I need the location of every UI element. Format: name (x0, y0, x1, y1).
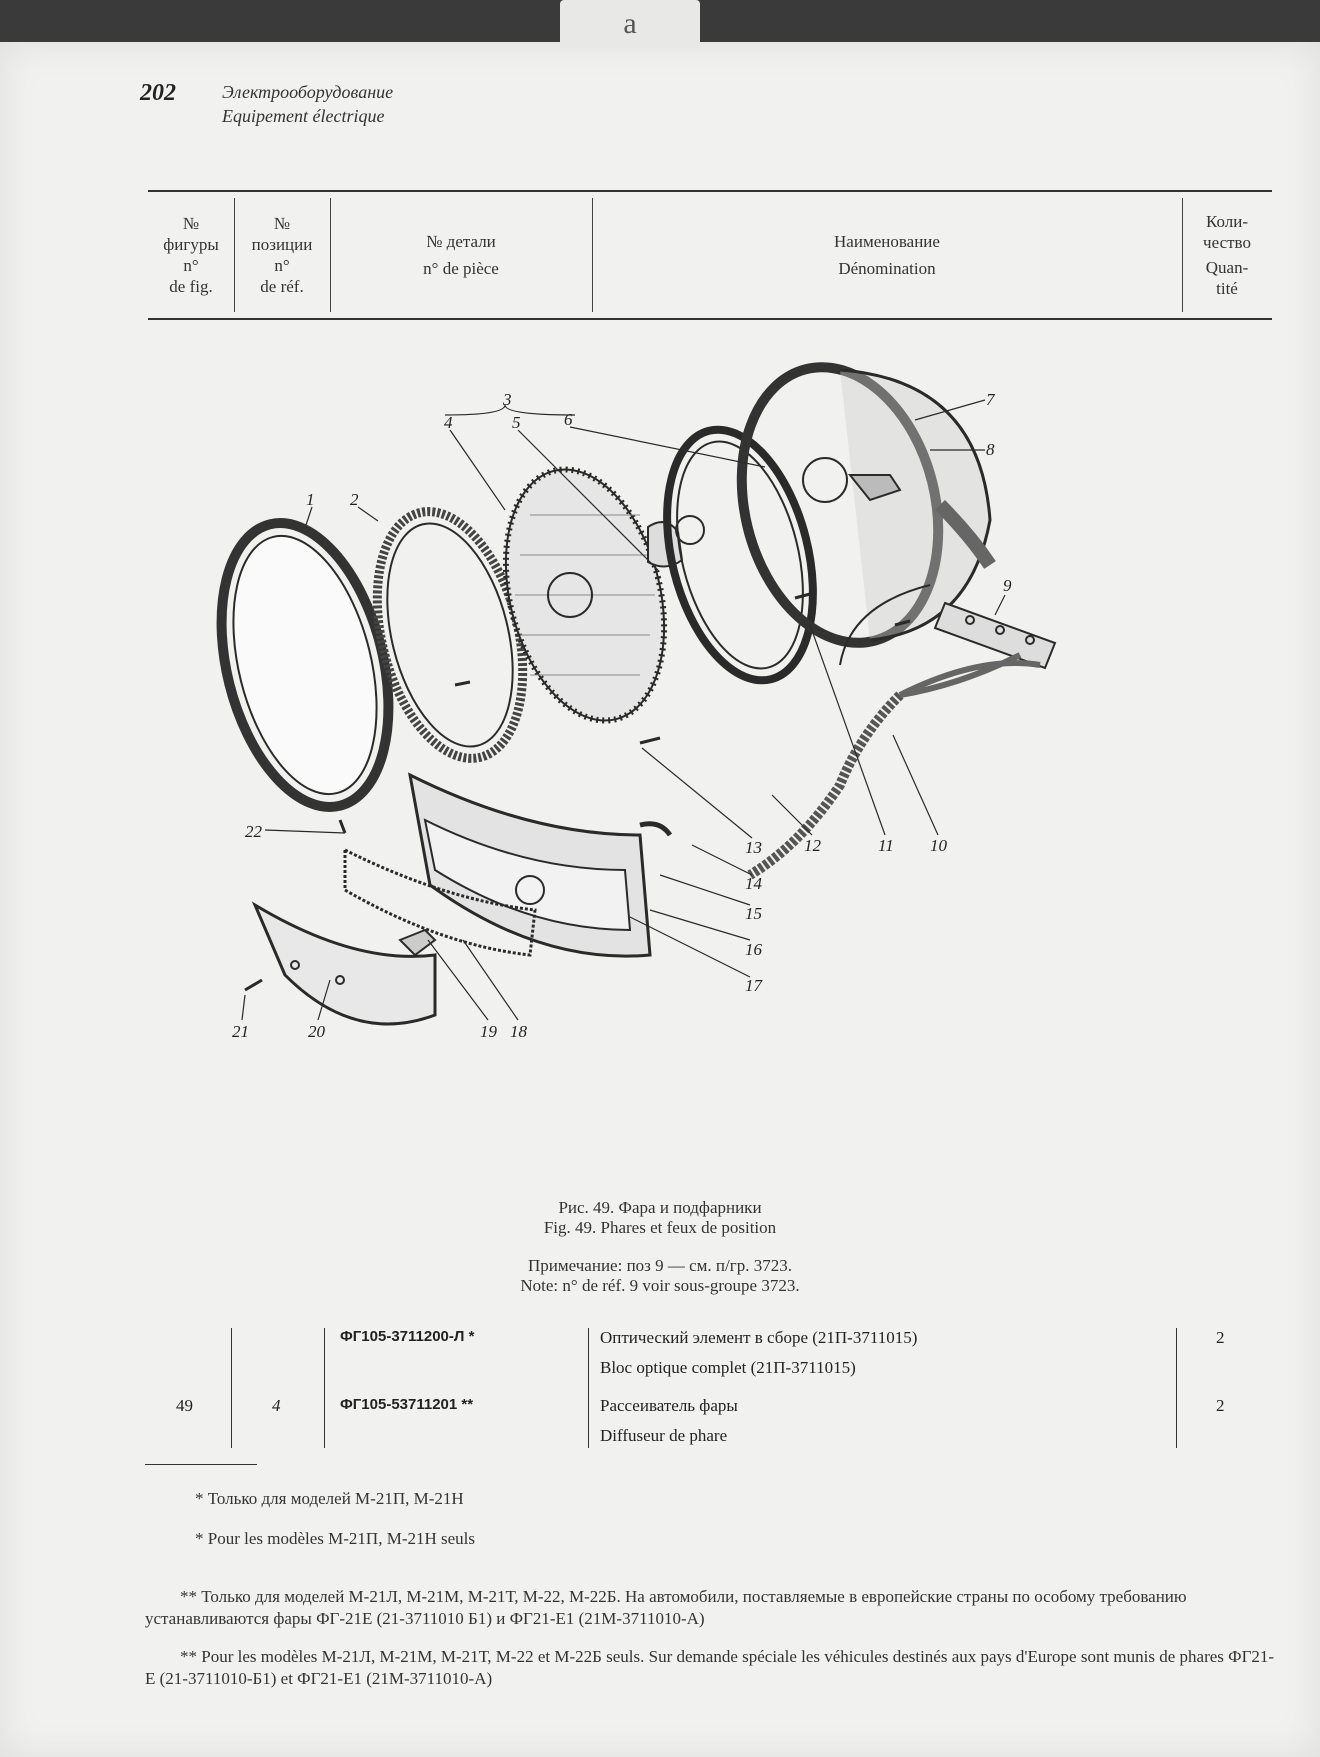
diagram-label-19: 19 (480, 1022, 497, 1041)
col-fig-header: № фигуры n° de fig. (148, 198, 235, 312)
footnote-2-fr: ** Pour les modèles М-21Л, М-21М, М-21Т, М-22 et М-22Б seuls. Sur demande spéciale les véhicules destinés aux pays d'Europe sont munis de phares ФГ21-Е (21-3711010-Б1) et ФГ21-Е1 (21М-3711010-А) (145, 1647, 1275, 1689)
parts-table-body (148, 1318, 1272, 1448)
diagram-label-8: 8 (986, 440, 995, 459)
table-divider (588, 1328, 589, 1448)
col-qty-header: Коли- чество Quan- tité (1203, 211, 1251, 299)
diagram-label-12: 12 (804, 836, 821, 855)
row2-qty: 2 (1216, 1396, 1225, 1415)
footnote-1-fr: * Pour les modèles М-21П, М-21Н seuls (195, 1529, 476, 1548)
row2-pos: 4 (272, 1396, 281, 1415)
headlamp-exploded-diagram (200, 355, 1200, 1170)
diagram-label-10: 10 (930, 836, 947, 855)
footnote-rule (145, 1464, 257, 1465)
diagram-label-5: 5 (512, 413, 521, 432)
page-number: 202 (140, 80, 176, 106)
diagram-label-22: 22 (245, 822, 262, 841)
diagram-label-2: 2 (350, 490, 359, 509)
figure-caption-fr: Fig. 49. Phares et feux de position (543, 1218, 777, 1237)
row2-name-ru: Рассеиватель фары (600, 1396, 738, 1415)
diagram-label-11: 11 (878, 836, 894, 855)
diagram-label-16: 16 (745, 940, 762, 959)
row2-name-fr: Diffuseur de phare (600, 1426, 728, 1445)
page-tab-marker: a (560, 0, 700, 48)
row1-name-ru: Оптический элемент в сборе (21П-3711015) (600, 1328, 918, 1347)
row2-fig: 49 (176, 1396, 193, 1415)
diagram-label-14: 14 (745, 874, 762, 893)
diagram-label-6: 6 (564, 410, 573, 429)
connector-plate-part (935, 603, 1055, 668)
figure-note-fr: Note: n° de réf. 9 voir sous-groupe 3723. (520, 1276, 800, 1295)
bulb-part (648, 516, 704, 567)
side-lamp-body-part (410, 775, 670, 956)
wire-branch (900, 655, 1040, 695)
table-divider (1176, 1328, 1177, 1448)
figure-note-ru: Примечание: поз 9 — см. п/гр. 3723. (528, 1256, 792, 1275)
diagram-label-21: 21 (232, 1022, 249, 1041)
footnote-2-ru: ** Только для моделей М-21Л, М-21М, М-21Т, М-22, М-22Б. На автомобили, поставляемые в европейские страны по особому требованию устанавливаются фары ФГ-21Е (21-3711010 Б1) и ФГ21-Е1 (21М-3711010-А) (145, 1587, 1187, 1629)
diagram-label-3: 3 (503, 390, 512, 409)
table-divider (231, 1328, 232, 1448)
section-title-ru: Электрооборудование (222, 82, 394, 102)
row1-part-number: ФГ105-3711200-Л * (340, 1328, 475, 1345)
diagram-label-9: 9 (1003, 576, 1012, 595)
diffuser-lens-part (481, 453, 688, 738)
section-title-fr: Equipement électrique (222, 106, 385, 126)
diagram-label-20: 20 (308, 1022, 325, 1041)
parts-table-header (148, 190, 1272, 320)
row1-name-fr: Bloc optique complet (21П-3711015) (600, 1358, 856, 1377)
row2-part-number: ФГ105-53711201 ** (340, 1396, 474, 1413)
figure-caption-ru: Рис. 49. Фара и подфарники (558, 1198, 762, 1217)
diagram-label-18: 18 (510, 1022, 527, 1041)
diagram-label-7: 7 (986, 390, 995, 409)
col-name-header: Наименование Dénomination (592, 198, 1183, 312)
col-pos-header: № позиции n° de réf. (234, 198, 331, 312)
diagram-label-1: 1 (306, 490, 315, 509)
diagram-label-15: 15 (745, 904, 762, 923)
footnote-1-ru: * Только для моделей М-21П, М-21Н (195, 1489, 464, 1508)
col-part-header: № детали n° de pièce (330, 198, 593, 312)
diagram-label-4: 4 (444, 413, 453, 432)
diagram-label-13: 13 (745, 838, 762, 857)
table-divider (324, 1328, 325, 1448)
row1-qty: 2 (1216, 1328, 1225, 1347)
diagram-label-17: 17 (745, 976, 762, 995)
